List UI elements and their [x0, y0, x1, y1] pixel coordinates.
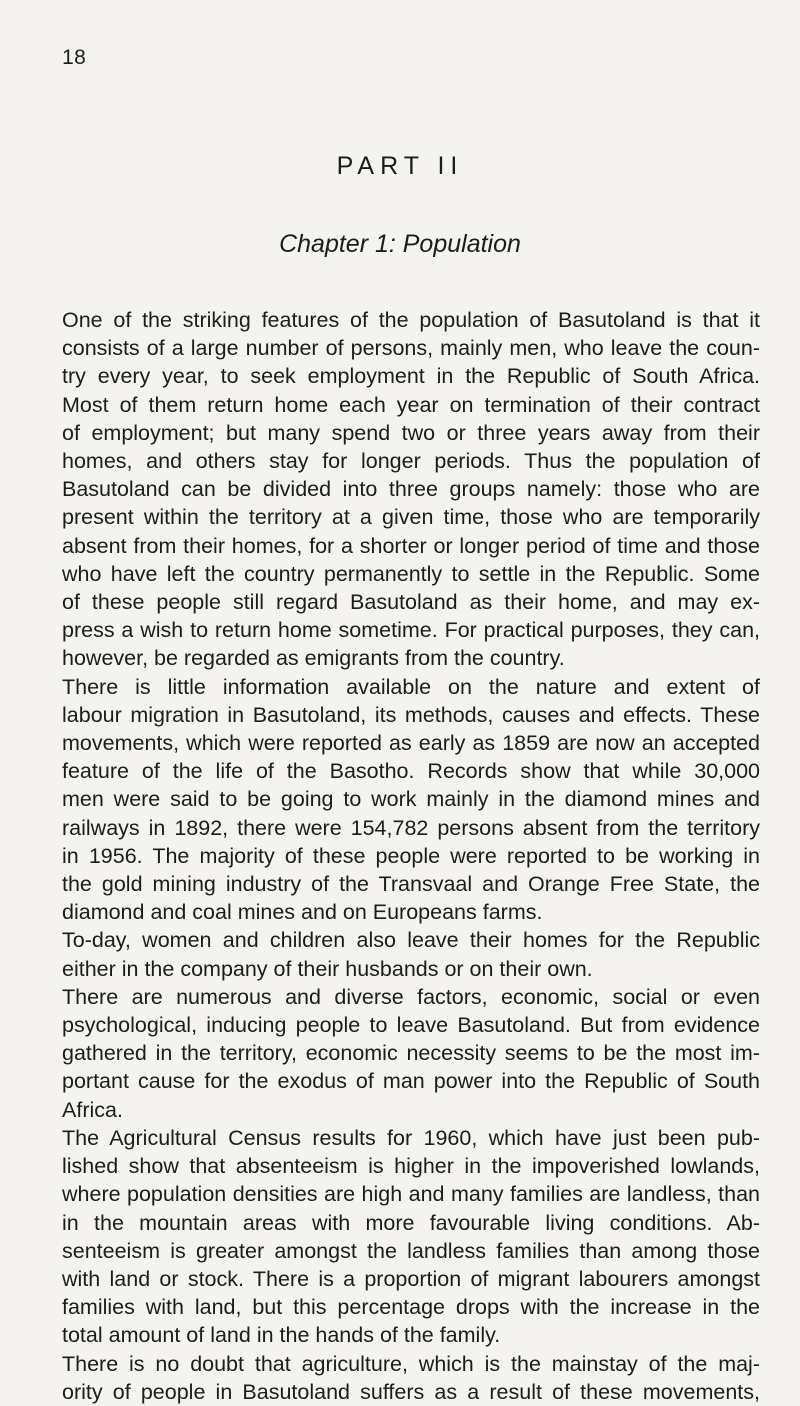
text-line: Most of them return home each year on termination of their contract [62, 392, 760, 417]
text-line: diamond and coal mines and on Europeans farms. [62, 900, 543, 925]
text-line: who have left the country permanently to settle in the Republic. Some [62, 561, 760, 586]
text-line: however, be regarded as emigrants from the country. [62, 646, 565, 671]
text-line: labour migration in Basutoland, its methods, causes and effects. These [62, 702, 760, 727]
text-line: the gold mining industry of the Transvaal and Orange Free State, the [62, 872, 760, 897]
text-line: of employment; but many spend two or three years away from their [62, 420, 760, 445]
text-line: in 1956. The majority of these people were reported to be working in [62, 843, 760, 868]
text-line: absent from their homes, for a shorter or longer period of time and those [62, 533, 760, 558]
text-line: press a wish to return home sometime. For practical purposes, they can, [62, 618, 760, 643]
text-line: portant cause for the exodus of man power into the Republic of South [62, 1069, 760, 1094]
text-line: homes, and others stay for longer periods. Thus the population of [62, 449, 760, 474]
text-line: gathered in the territory, economic necessity seems to be the most im- [62, 1041, 760, 1066]
text-line: There is no doubt that agriculture, which is the mainstay of the maj- [62, 1351, 760, 1376]
body-text [62, 306, 760, 1406]
text-line: senteeism is greater amongst the landless families than among those [62, 1238, 760, 1263]
text-line: Basutoland can be divided into three groups namely: those who are [62, 477, 760, 502]
text-line: with land or stock. There is a proportion of migrant labourers amongst [62, 1266, 760, 1291]
text-line: There is little information available on the nature and extent of [62, 674, 760, 699]
text-line: try every year, to seek employment in the Republic of South Africa. [62, 364, 760, 389]
text-line: ority of people in Basutoland suffers as a result of these movements, [62, 1379, 760, 1404]
text-line: To-day, women and children also leave their homes for the Republic [62, 928, 760, 953]
text-line: present within the territory at a given time, those who are temporarily [62, 505, 760, 530]
text-line: feature of the life of the Basotho. Records show that while 30,000 [62, 759, 760, 784]
text-line: men were said to be going to work mainly in the diamond mines and [62, 787, 760, 812]
text-line: total amount of land in the hands of the family. [62, 1323, 501, 1348]
text-line: The Agricultural Census results for 1960, which have just been pub- [62, 1125, 760, 1150]
text-line: where population densities are high and many families are landless, than [62, 1182, 760, 1207]
text-line: of these people still regard Basutoland as their home, and may ex- [62, 590, 760, 615]
text-line: families with land, but this percentage drops with the increase in the [62, 1295, 760, 1320]
text-line: movements, which were reported as early as 1859 are now an accepted [62, 731, 760, 756]
page-number: 18 [62, 46, 87, 69]
text-line: in the mountain areas with more favourable living conditions. Ab- [62, 1210, 760, 1235]
text-line: psychological, inducing people to leave Basutoland. But from evidence [62, 1013, 760, 1038]
text-line: railways in 1892, there were 154,782 persons absent from the territory [62, 815, 760, 840]
text-line: There are numerous and diverse factors, economic, social or even [62, 984, 760, 1009]
text-line: Africa. [62, 1097, 123, 1122]
text-line: consists of a large number of persons, mainly men, who leave the coun- [62, 336, 760, 361]
text-line: lished show that absenteeism is higher in the impoverished lowlands, [62, 1154, 760, 1179]
chapter-title: Chapter 1: Population [279, 230, 521, 258]
text-line: One of the striking features of the population of Basutoland is that it [62, 308, 760, 332]
text-line: either in the company of their husbands or on their own. [62, 956, 593, 981]
part-title: PART II [336, 152, 464, 180]
